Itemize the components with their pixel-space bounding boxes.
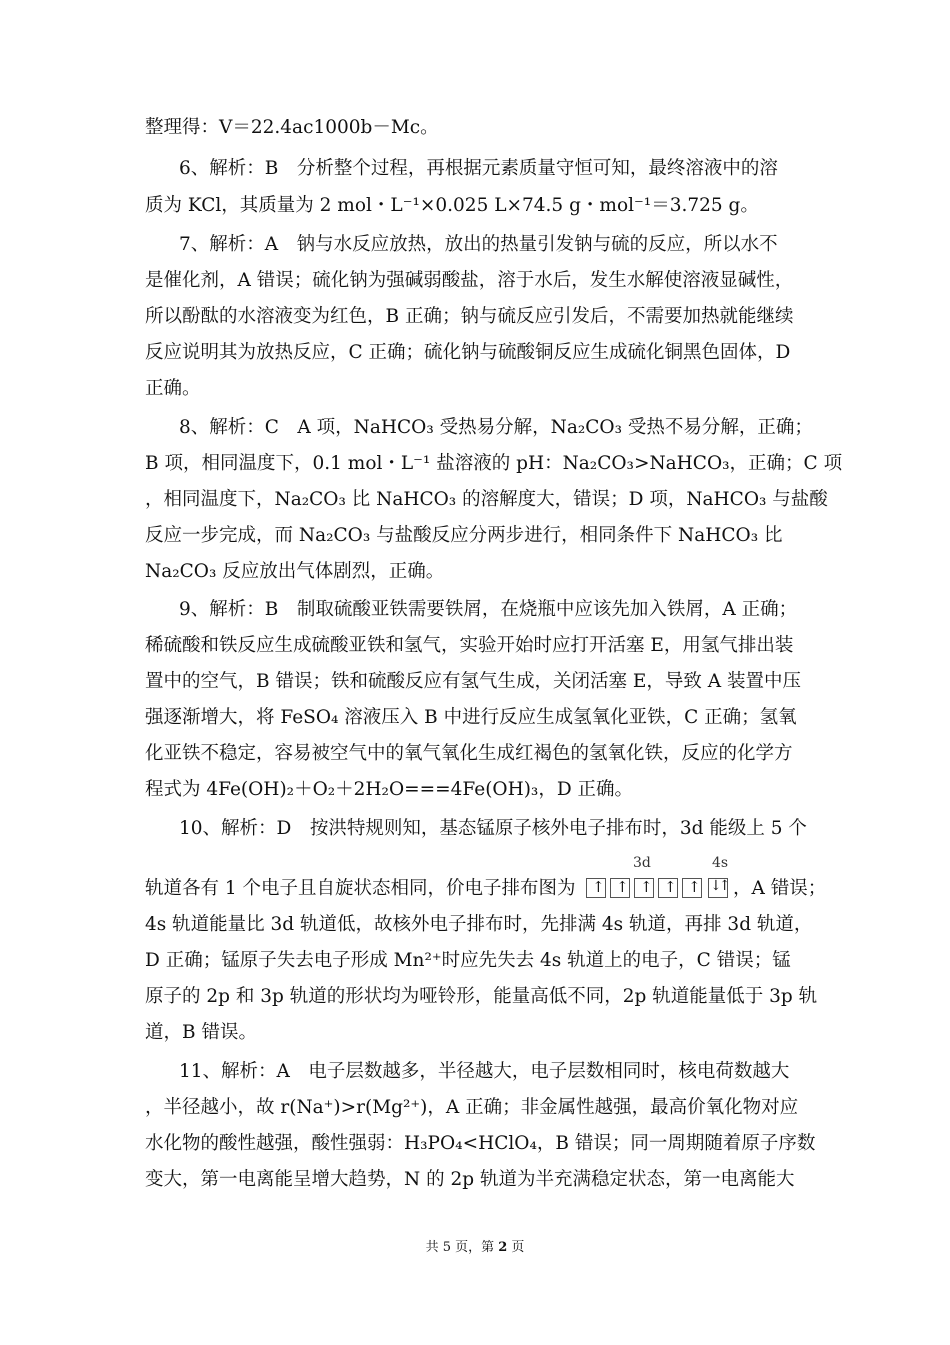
orbital-label-4s: 4s — [712, 855, 729, 871]
arrow-up-icon: ↑ — [616, 878, 629, 896]
text-line: 稀硫酸和铁反应生成硫酸亚铁和氢气，实验开始时应打开活塞 E，用氢气排出装 — [145, 635, 794, 656]
text-line: 9、解析：B 制取硫酸亚铁需要铁屑，在烧瓶中应该先加入铁屑，A 正确； — [179, 599, 798, 620]
text-line: 所以酚酞的水溶液变为红色，B 正确；钠与硫反应引发后，不需要加热就能继续 — [145, 306, 794, 327]
text-line: 6、解析：B 分析整个过程，再根据元素质量守恒可知，最终溶液中的溶 — [179, 158, 778, 179]
orbital-box-3d-5 — [682, 878, 702, 898]
text-line: 程式为 4Fe(OH)₂＋O₂＋2H₂O===4Fe(OH)₃，D 正确。 — [145, 779, 634, 800]
text-line: 置中的空气，B 错误；铁和硫酸反应有氢气生成，关闭活塞 E，导致 A 装置中压 — [145, 671, 801, 692]
text-line: 变大，第一电离能呈增大趋势，N 的 2p 轨道为半充满稳定状态，第一电离能大 — [145, 1169, 795, 1190]
text-line: 道，B 错误。 — [145, 1022, 257, 1043]
text-line: 强逐渐增大，将 FeSO₄ 溶液压入 B 中进行反应生成氢氧化亚铁，C 正确；氢氧 — [145, 707, 797, 728]
text-line: 质为 KCl，其质量为 2 mol・L⁻¹×0.025 L×74.5 g・mol⁻¹＝3.725 g。 — [145, 195, 759, 216]
text-line: ，相同温度下，Na₂CO₃ 比 NaHCO₃ 的溶解度大，错误；D 项，NaHCO₃ 与盐酸 — [145, 489, 828, 510]
text-line: 原子的 2p 和 3p 轨道的形状均为哑铃形，能量高低不同，2p 轨道能量低于 3p 轨 — [145, 986, 818, 1007]
text-line: 水化物的酸性越强，酸性强弱：H₃PO₄<HClO₄，B 错误；同一周期随着原子序数 — [145, 1133, 816, 1154]
arrow-up-icon: ↑ — [640, 878, 653, 896]
orbital-box-3d-2 — [610, 878, 630, 898]
text-line: Na₂CO₃ 反应放出气体剧烈，正确。 — [145, 561, 445, 582]
text-line: 10、解析：D 按洪特规则知，基态锰原子核外电子排布时，3d 能级上 5 个 — [179, 818, 807, 839]
text-line: ，A 错误； — [733, 878, 827, 899]
footer-text-b: 页 — [507, 1240, 525, 1255]
footer-page-number: 2 — [498, 1240, 508, 1255]
text-line: 11、解析：A 电子层数越多，半径越大，电子层数相同时，核电荷数越大 — [179, 1061, 790, 1082]
orbital-box-3d-4 — [658, 878, 678, 898]
text-line: B 项，相同温度下，0.1 mol・L⁻¹ 盐溶液的 pH：Na₂CO₃>NaHCO₃，正确；C 项 — [145, 453, 843, 474]
text-line: 8、解析：C A 项，NaHCO₃ 受热易分解，Na₂CO₃ 受热不易分解，正确； — [179, 417, 813, 438]
orbital-box-3d-3 — [634, 878, 654, 898]
text-line: 正确。 — [145, 378, 201, 399]
text-line: 轨道各有 1 个电子且自旋状态相同，价电子排布图为 — [145, 878, 576, 899]
orbital-label-3d: 3d — [633, 855, 651, 871]
text-line: 是催化剂，A 错误；硫化钠为强碱弱酸盐，溶于水后，发生水解使溶液显碱性， — [145, 270, 794, 291]
footer-text-a: 共 5 页，第 — [425, 1240, 499, 1255]
text-line: 7、解析：A 钠与水反应放热，放出的热量引发钠与硫的反应，所以水不 — [179, 234, 778, 255]
text-line: D 正确；锰原子失去电子形成 Mn²⁺时应先失去 4s 轨道上的电子，C 错误；锰 — [145, 950, 791, 971]
text-line: 反应说明其为放热反应，C 正确；硫化钠与硫酸铜反应生成硫化铜黑色固体，D — [145, 342, 791, 363]
arrow-up-icon: ↑ — [664, 878, 677, 896]
text-line: 化亚铁不稳定，容易被空气中的氧气氧化生成红褐色的氢氧化铁，反应的化学方 — [145, 743, 793, 764]
arrow-up-icon: ↑ — [688, 878, 701, 896]
text-line: ，半径越小，故 r(Na⁺)>r(Mg²⁺)，A 正确；非金属性越强，最高价氧化物对应 — [145, 1097, 799, 1118]
text-line: 整理得：V＝22.4ac1000b－Mc。 — [145, 117, 439, 138]
text-line: 4s 轨道能量比 3d 轨道低，故核外电子排布时，先排满 4s 轨道，再排 3d 轨道， — [145, 914, 813, 935]
arrow-up-icon: ↑ — [592, 878, 605, 896]
text-line: 反应一步完成，而 Na₂CO₃ 与盐酸反应分两步进行，相同条件下 NaHCO₃ 比 — [145, 525, 783, 546]
arrow-updown-icon: ↓↑ — [710, 878, 728, 894]
orbital-box-3d-1 — [586, 878, 606, 898]
orbital-box-4s — [708, 878, 728, 898]
page-footer — [0, 1236, 950, 1255]
